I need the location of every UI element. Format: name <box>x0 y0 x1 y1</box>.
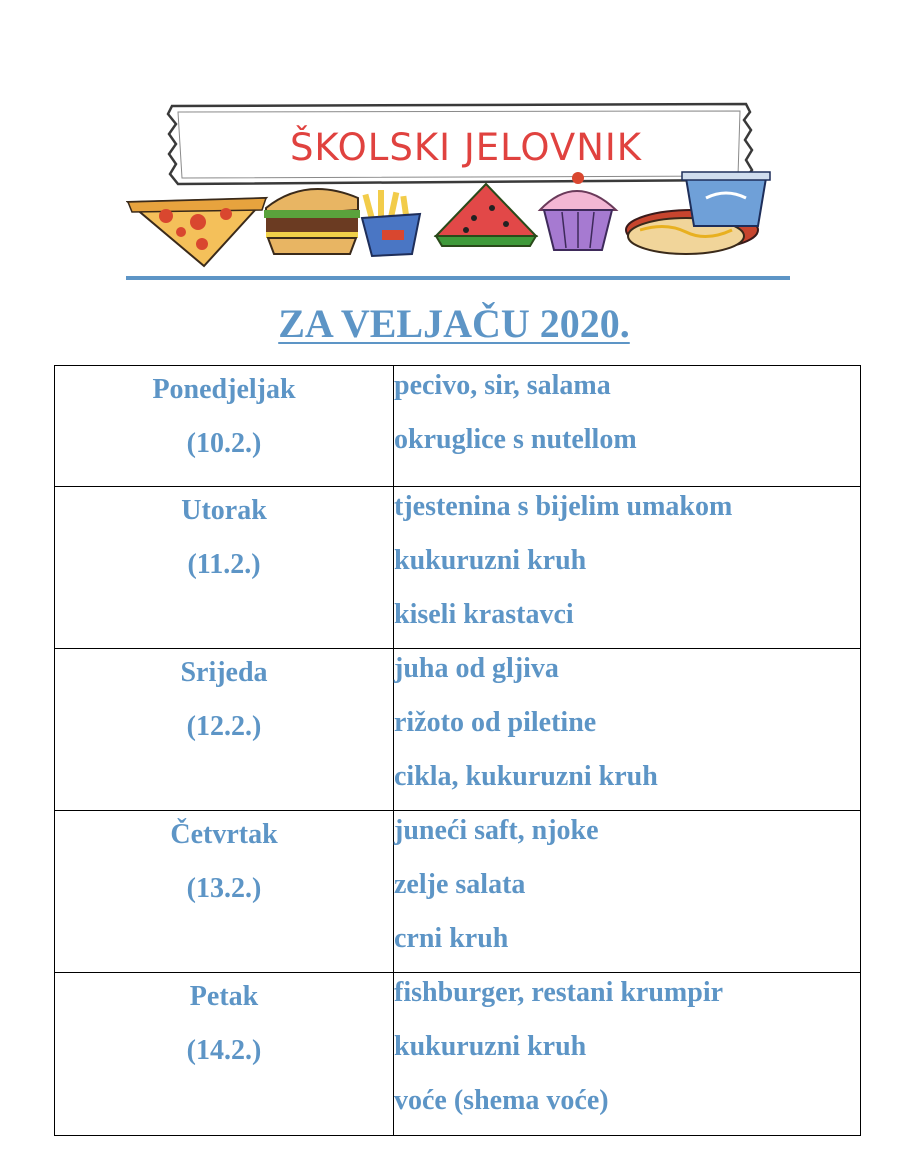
dish-item: okruglice s nutellom <box>394 424 637 455</box>
pizza-icon <box>128 198 266 266</box>
dishes-cell <box>394 487 861 649</box>
header-divider <box>126 276 790 280</box>
dish-item: voće (shema voće) <box>394 1085 609 1116</box>
page-title: ZA VELJAČU 2020. <box>278 301 630 346</box>
dish-item: kukuruzni kruh <box>394 545 587 576</box>
day-name: Utorak <box>181 495 267 526</box>
dish-item: kukuruzni kruh <box>394 1031 587 1062</box>
dishes-cell <box>394 973 861 1136</box>
dish-item: pecivo, sir, salama <box>394 370 611 401</box>
fries-icon <box>362 190 420 256</box>
day-name: Ponedjeljak <box>152 374 296 405</box>
dish-item: cikla, kukuruzni kruh <box>394 761 658 792</box>
table-row <box>55 649 861 811</box>
day-date: (13.2.) <box>186 873 262 904</box>
dish-item: rižoto od piletine <box>394 707 597 738</box>
burger-icon <box>264 189 360 254</box>
day-cell <box>55 973 394 1136</box>
table-row <box>55 973 861 1136</box>
table-row <box>55 487 861 649</box>
dish-item: juneći saft, njoke <box>394 815 599 846</box>
dishes-cell <box>394 811 861 973</box>
table-row <box>55 811 861 973</box>
day-name: Četvrtak <box>170 819 278 850</box>
cupcake-icon <box>540 172 616 250</box>
drink-icon <box>682 172 770 226</box>
day-name: Srijeda <box>180 657 268 688</box>
menu-table <box>54 365 861 1136</box>
day-date: (11.2.) <box>187 549 261 580</box>
dish-item: juha od gljiva <box>394 653 559 684</box>
dish-item: tjestenina s bijelim umakom <box>394 491 733 522</box>
day-cell <box>55 811 394 973</box>
banner-title: ŠKOLSKI JELOVNIK <box>289 126 643 169</box>
dish-item: fishburger, restani krumpir <box>394 977 724 1008</box>
watermelon-icon <box>436 184 536 246</box>
day-date: (12.2.) <box>186 711 262 742</box>
dishes-cell <box>394 649 861 811</box>
day-cell <box>55 649 394 811</box>
day-name: Petak <box>189 981 259 1012</box>
day-cell <box>55 487 394 649</box>
day-cell <box>55 366 394 487</box>
dish-item: zelje salata <box>394 869 526 900</box>
dishes-cell <box>394 366 861 487</box>
table-row <box>55 366 861 487</box>
menu-banner <box>126 98 792 270</box>
dish-item: kiseli krastavci <box>394 599 574 630</box>
dish-item: crni kruh <box>394 923 509 954</box>
food-illustration <box>126 98 792 270</box>
day-date: (10.2.) <box>186 428 262 459</box>
day-date: (14.2.) <box>186 1035 262 1066</box>
